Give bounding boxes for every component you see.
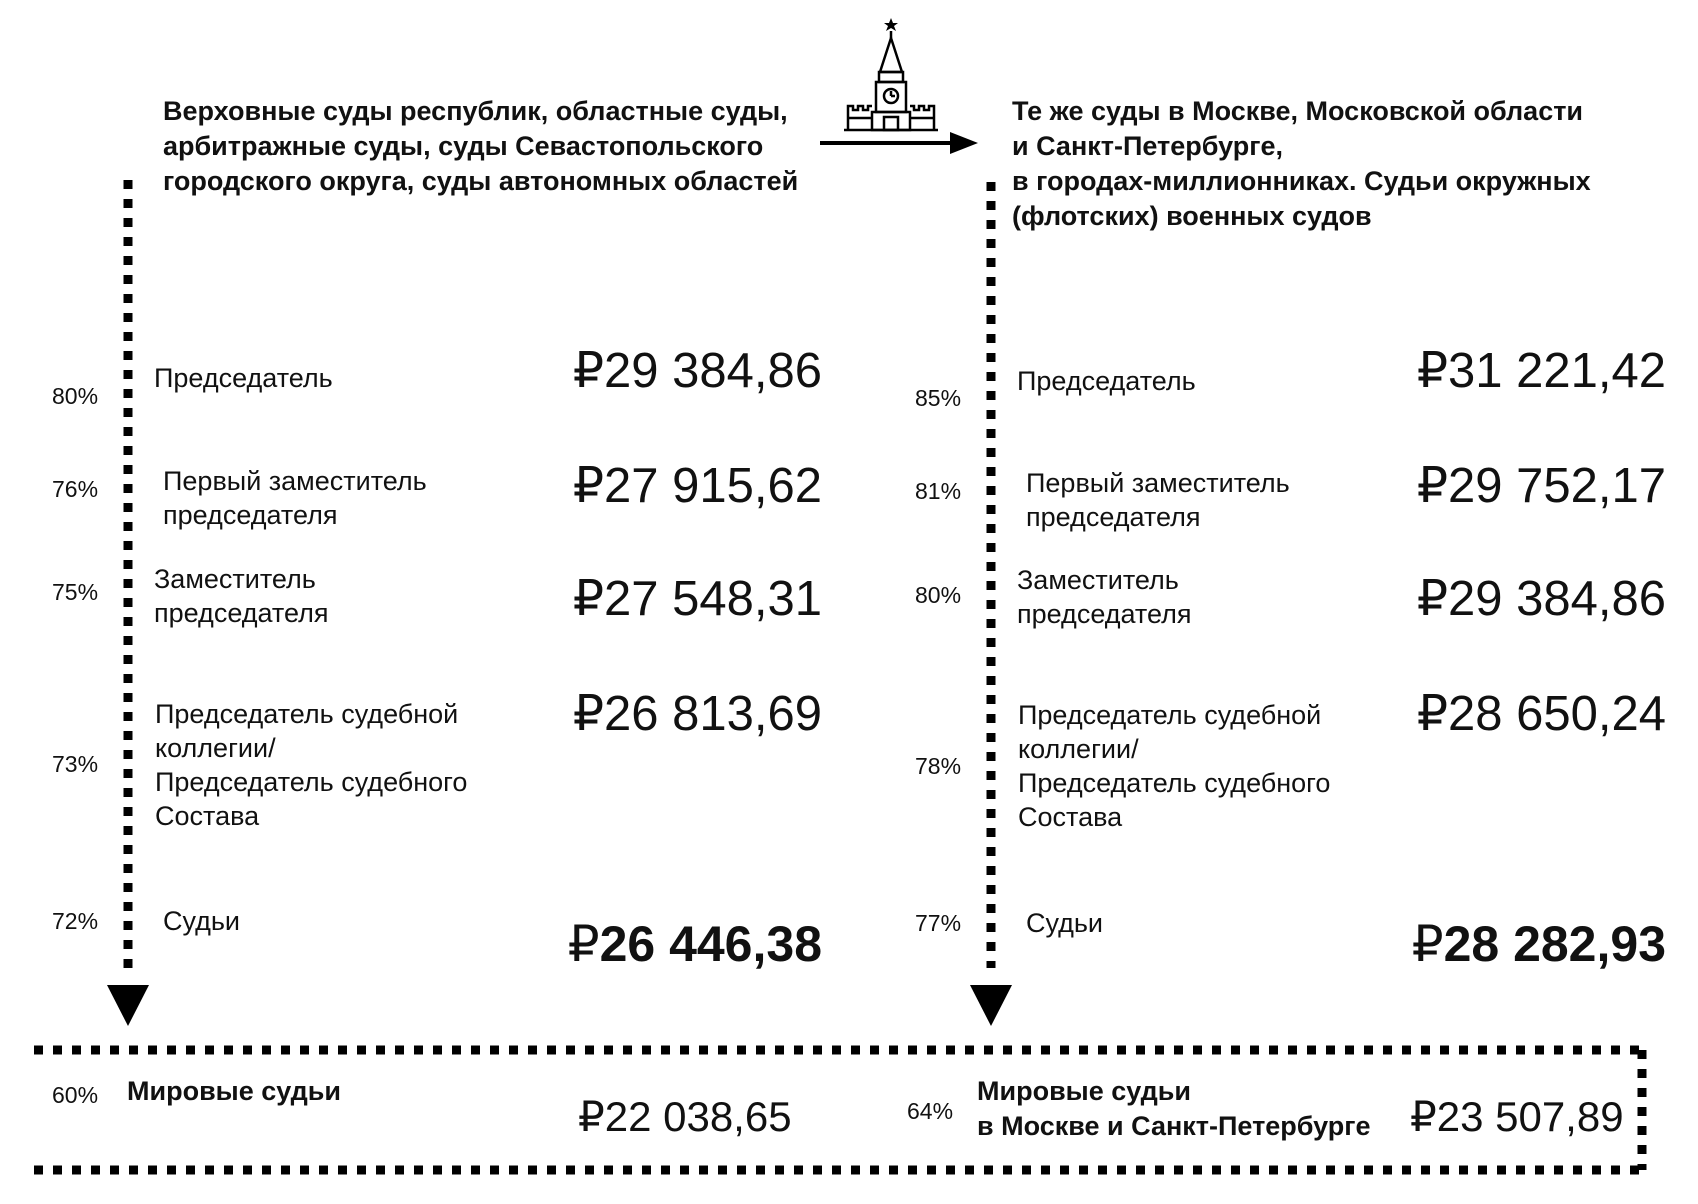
percent-label: 73% [52, 751, 99, 777]
magistrates-percent: 64% [907, 1098, 954, 1124]
percent-label: 80% [52, 383, 99, 409]
percent-label: 80% [915, 582, 962, 608]
role-label: Председатель [1017, 366, 1196, 396]
magistrates-dotted-box [34, 1050, 1644, 1170]
role-label: Председатель [154, 363, 333, 393]
salary-amount-judges: ₽28 282,93 [1411, 916, 1666, 972]
percent-label: 77% [915, 910, 962, 936]
salary-amount: ₽29 384,86 [1416, 572, 1666, 626]
role-label: Председатель судебной коллегии/ Председатель судебного Состава [1018, 700, 1331, 832]
magistrates-amount: ₽22 038,65 [578, 1093, 792, 1140]
salary-amount-judges: ₽26 446,38 [567, 916, 822, 972]
magistrates-title: Мировые судьи в Москве и Санкт-Петербурге [977, 1076, 1371, 1141]
role-label: Первый заместитель председателя [163, 466, 427, 530]
arrow-down-icon [970, 985, 1012, 1026]
salary-amount: ₽27 915,62 [572, 459, 822, 513]
salary-amount: ₽28 650,24 [1416, 687, 1666, 741]
magistrates-amount: ₽23 507,89 [1410, 1093, 1624, 1140]
role-label: Судьи [1026, 908, 1104, 938]
role-label: Судьи [163, 906, 241, 936]
role-label: Председатель судебной коллегии/ Председатель судебного Состава [155, 699, 468, 831]
salary-amount: ₽31 221,42 [1416, 344, 1666, 398]
role-label: Заместитель председателя [154, 564, 329, 628]
right-column-header: Те же суды в Москве, Московской области и Санкт-Петербурге, в городах-миллионниках. Судьи окружных (флотских) военных судов [1012, 96, 1591, 231]
percent-label: 85% [915, 385, 962, 411]
salary-amount: ₽27 548,31 [572, 572, 822, 626]
magistrates-percent: 60% [52, 1082, 99, 1108]
magistrates-title: Мировые судьи [127, 1076, 341, 1106]
percent-label: 72% [52, 908, 99, 934]
role-label: Заместитель председателя [1017, 565, 1192, 629]
salary-amount: ₽29 752,17 [1416, 459, 1666, 513]
percent-label: 76% [52, 476, 99, 502]
salary-amount: ₽26 813,69 [572, 687, 822, 741]
role-label: Первый заместитель председателя [1026, 468, 1290, 532]
percent-label: 75% [52, 579, 99, 605]
percent-label: 81% [915, 478, 962, 504]
arrow-down-icon [107, 985, 149, 1026]
left-column-header: Верховные суды республик, областные суды, арбитражные суды, суды Севастопольского городского округа, суды автономных областей [163, 96, 799, 196]
salary-amount: ₽29 384,86 [572, 344, 822, 398]
percent-label: 78% [915, 753, 962, 779]
